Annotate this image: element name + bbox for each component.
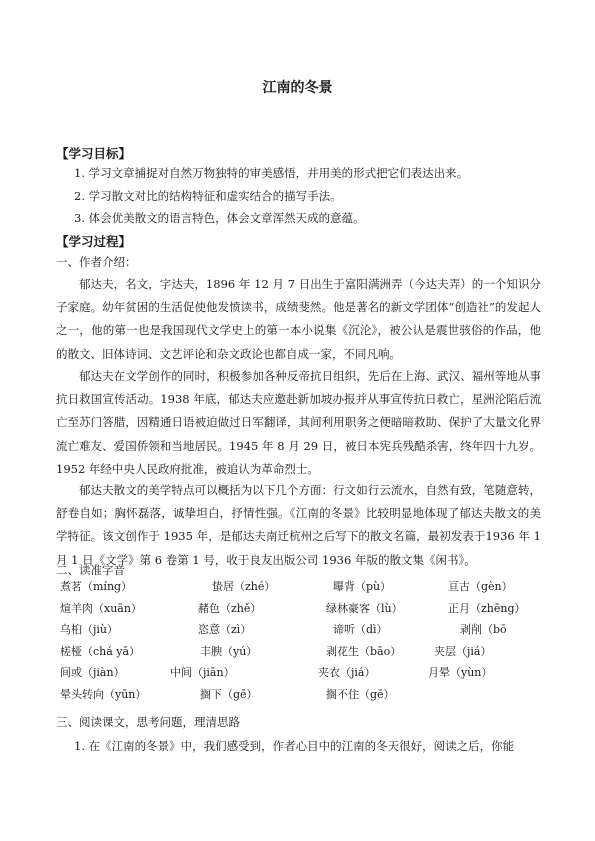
- goal-item: 1. 学习文章捕捉对自然万物独特的审美感悟，并用美的形式把它们表达出来。: [74, 166, 469, 180]
- vocab-item: 曝背（pù）: [333, 580, 392, 593]
- vocab-row: [60, 686, 540, 708]
- vocab-item: 谛听（dì）: [333, 623, 388, 636]
- vocab-row: [60, 600, 540, 622]
- vocab-item: 煮茗（míng）: [60, 580, 133, 593]
- question-item: 1. 在《江南的冬景》中，我们感受到，作者心目中的江南的冬天很好，阅读之后，你能: [74, 739, 515, 753]
- author-paragraph: 郁达夫，名文，字达夫，1896 年 12 月 7 日出生于富阳满洲弄（今达夫弄）的一个知识分子家庭。幼年贫困的生活促使他发愤读书，成绩斐然。他是著名的新文学团体“创造社”的发起人之一，他的第一也是我国现代文学史上的第一本小说集《沉沦》，被公认是震世骇俗的作品，他的散文、旧体诗词、文艺评论和杂文政论也都自成一家，不同凡响。: [56, 277, 541, 361]
- vocab-item: 丰腴（yú）: [200, 644, 258, 658]
- document-title: 江南的冬景: [262, 80, 333, 96]
- vocab-item: 夹衣（jiá）: [318, 666, 376, 679]
- process-heading: 【学习过程】: [56, 234, 132, 249]
- author-paragraph: 郁达夫散文的美学特点可以概括为以下几个方面：行文如行云流水，自然有致，笔随意转，舒卷自如；胸怀磊落，诚挚坦白，抒情性强。《江南的冬景》比较明显地体现了郁达夫散文的美学特征。该文创作于 1935 年，是郁达夫南迁杭州之后写下的散文名篇，最初发表于1936 年 1 月 1 日《文学》第 6 卷第 1 号，收于良友出版公司 1936 年版的散文集《闲书》。: [56, 483, 541, 567]
- section-author-intro: 一、作者介绍：: [56, 255, 137, 269]
- vocab-item: 间或（jiàn）: [60, 666, 125, 679]
- vocab-item: 剥削（bō: [460, 623, 507, 636]
- vocab-row: [60, 621, 540, 643]
- pronunciation-table: [60, 578, 540, 707]
- vocab-row: [60, 643, 540, 665]
- vocab-item: 乌桕（jiù）: [60, 623, 119, 636]
- vocab-item: 夹层（jiá）: [434, 644, 492, 658]
- vocab-item: 搁不住（gē）: [326, 687, 395, 701]
- section-reading: 三、阅读课文，思考问题，理清思路: [56, 715, 240, 729]
- goals-heading: 【学习目标】: [56, 146, 132, 161]
- vocab-item: 正月（zhēng）: [448, 601, 526, 615]
- vocab-row: [60, 578, 540, 600]
- vocab-item: 恣意（zì）: [198, 623, 252, 636]
- section-pronunciation: 二、读准字音: [56, 563, 125, 577]
- vocab-item: 中间（jiān）: [170, 666, 235, 679]
- vocab-row: [60, 664, 540, 686]
- goal-item: 2. 学习散文对比的结构特征和虚实结合的描写手法。: [74, 189, 342, 203]
- vocab-item: 搁下（gē）: [200, 687, 258, 701]
- vocab-item: 月晕（yùn）: [428, 666, 493, 679]
- vocab-item: 槎桠（chá yā）: [60, 644, 141, 658]
- vocab-item: 剥花生（bāo）: [326, 644, 402, 658]
- vocab-item: 绿林豪客（lù）: [326, 601, 403, 615]
- vocab-item: 赭色（zhě）: [198, 601, 262, 615]
- vocab-item: 亘古（gèn）: [448, 580, 513, 593]
- vocab-item: 蛰居（zhé）: [212, 580, 276, 593]
- vocab-item: 晕头转向（yūn）: [60, 687, 147, 701]
- author-paragraph: 郁达夫在文学创作的同时，积极参加各种反帝抗日组织，先后在上海、武汉、福州等地从事抗日救国宣传活动。1938 年底，郁达夫应邀赴新加坡办报并从事宣传抗日救亡，星洲沦陷后流亡至苏门答腊，因精通日语被迫做过日军翻译，其间利用职务之便暗暗救助、保护了大量文化界流亡难友、爱国侨领和当地居民。1945 年 8 月 29 日，被日本宪兵残酷杀害，终年四十九岁。1952 年经中央人民政府批准，被追认为革命烈士。: [56, 369, 541, 476]
- goal-item: 3. 体会优美散文的语言特色，体会文章浑然天成的意蕴。: [74, 211, 365, 225]
- vocab-item: 煊羊肉（xuān）: [60, 601, 142, 615]
